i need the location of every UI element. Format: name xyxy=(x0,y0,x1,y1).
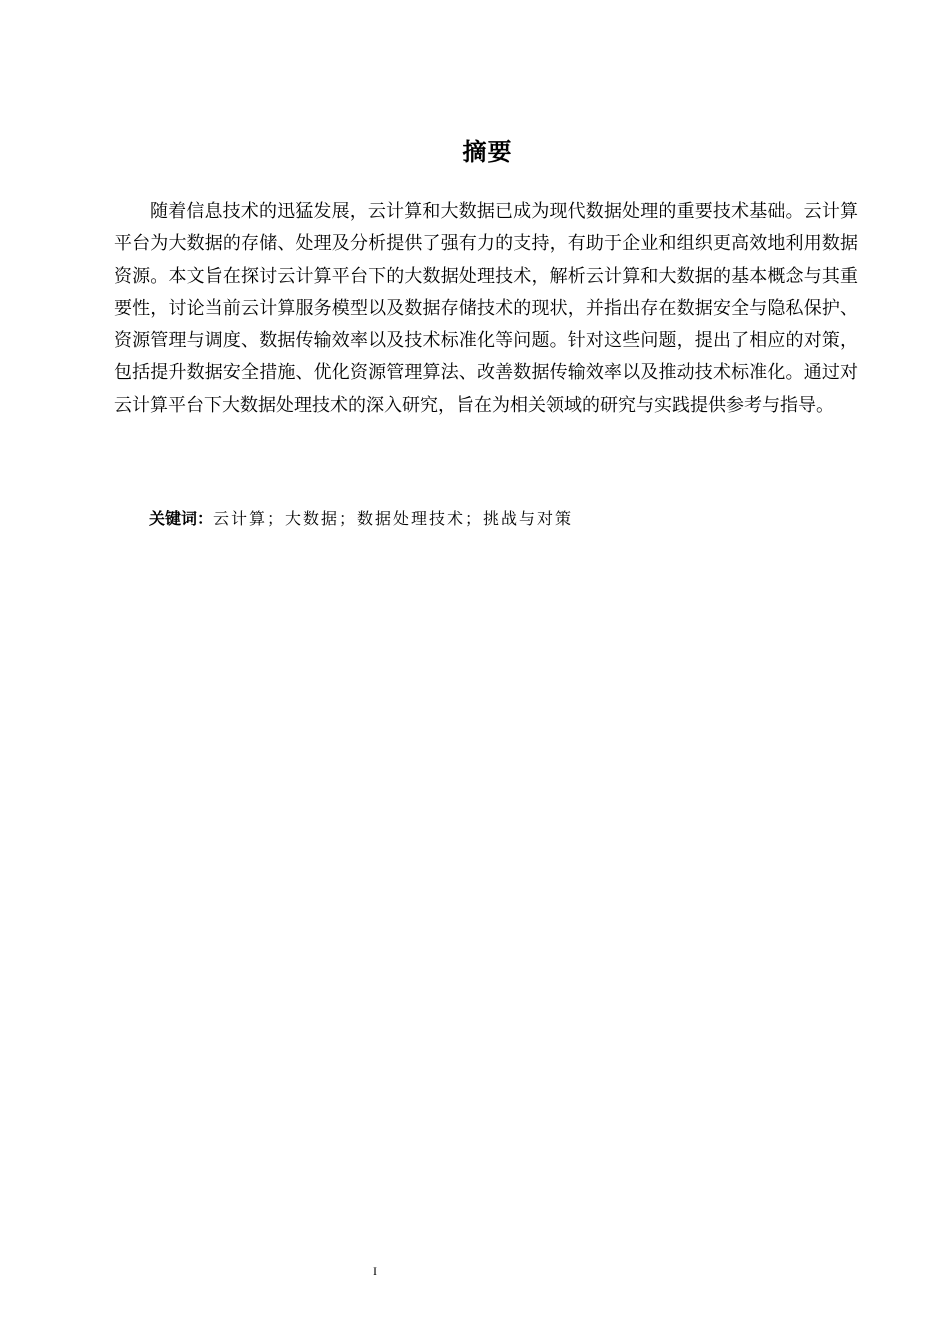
abstract-title: 摘要 xyxy=(462,138,513,166)
page-number: I xyxy=(373,1264,377,1278)
keywords-value: 云计算；大数据；数据处理技术；挑战与对策 xyxy=(213,509,574,528)
abstract-paragraph: 随着信息技术的迅猛发展，云计算和大数据已成为现代数据处理的重要技术基础。云计算平台为大数据的存储、处理及分析提供了强有力的支持，有助于企业和组织更高效地利用数据资源。本文旨在探讨云计算平台下的大数据处理技术，解析云计算和大数据的基本概念与其重要性，讨论当前云计算服务模型以及数据存储技术的现状，并指出存在数据安全与隐私保护、资源管理与调度、数据传输效率以及技术标准化等问题。针对这些问题，提出了相应的对策，包括提升数据安全措施、优化资源管理算法、改善数据传输效率以及推动技术标准化。通过对云计算平台下大数据处理技术的深入研究，旨在为相关领域的研究与实践提供参考与指导。 xyxy=(114,201,858,416)
keywords-line xyxy=(149,504,849,534)
keywords-label: 关键词： xyxy=(149,509,214,528)
